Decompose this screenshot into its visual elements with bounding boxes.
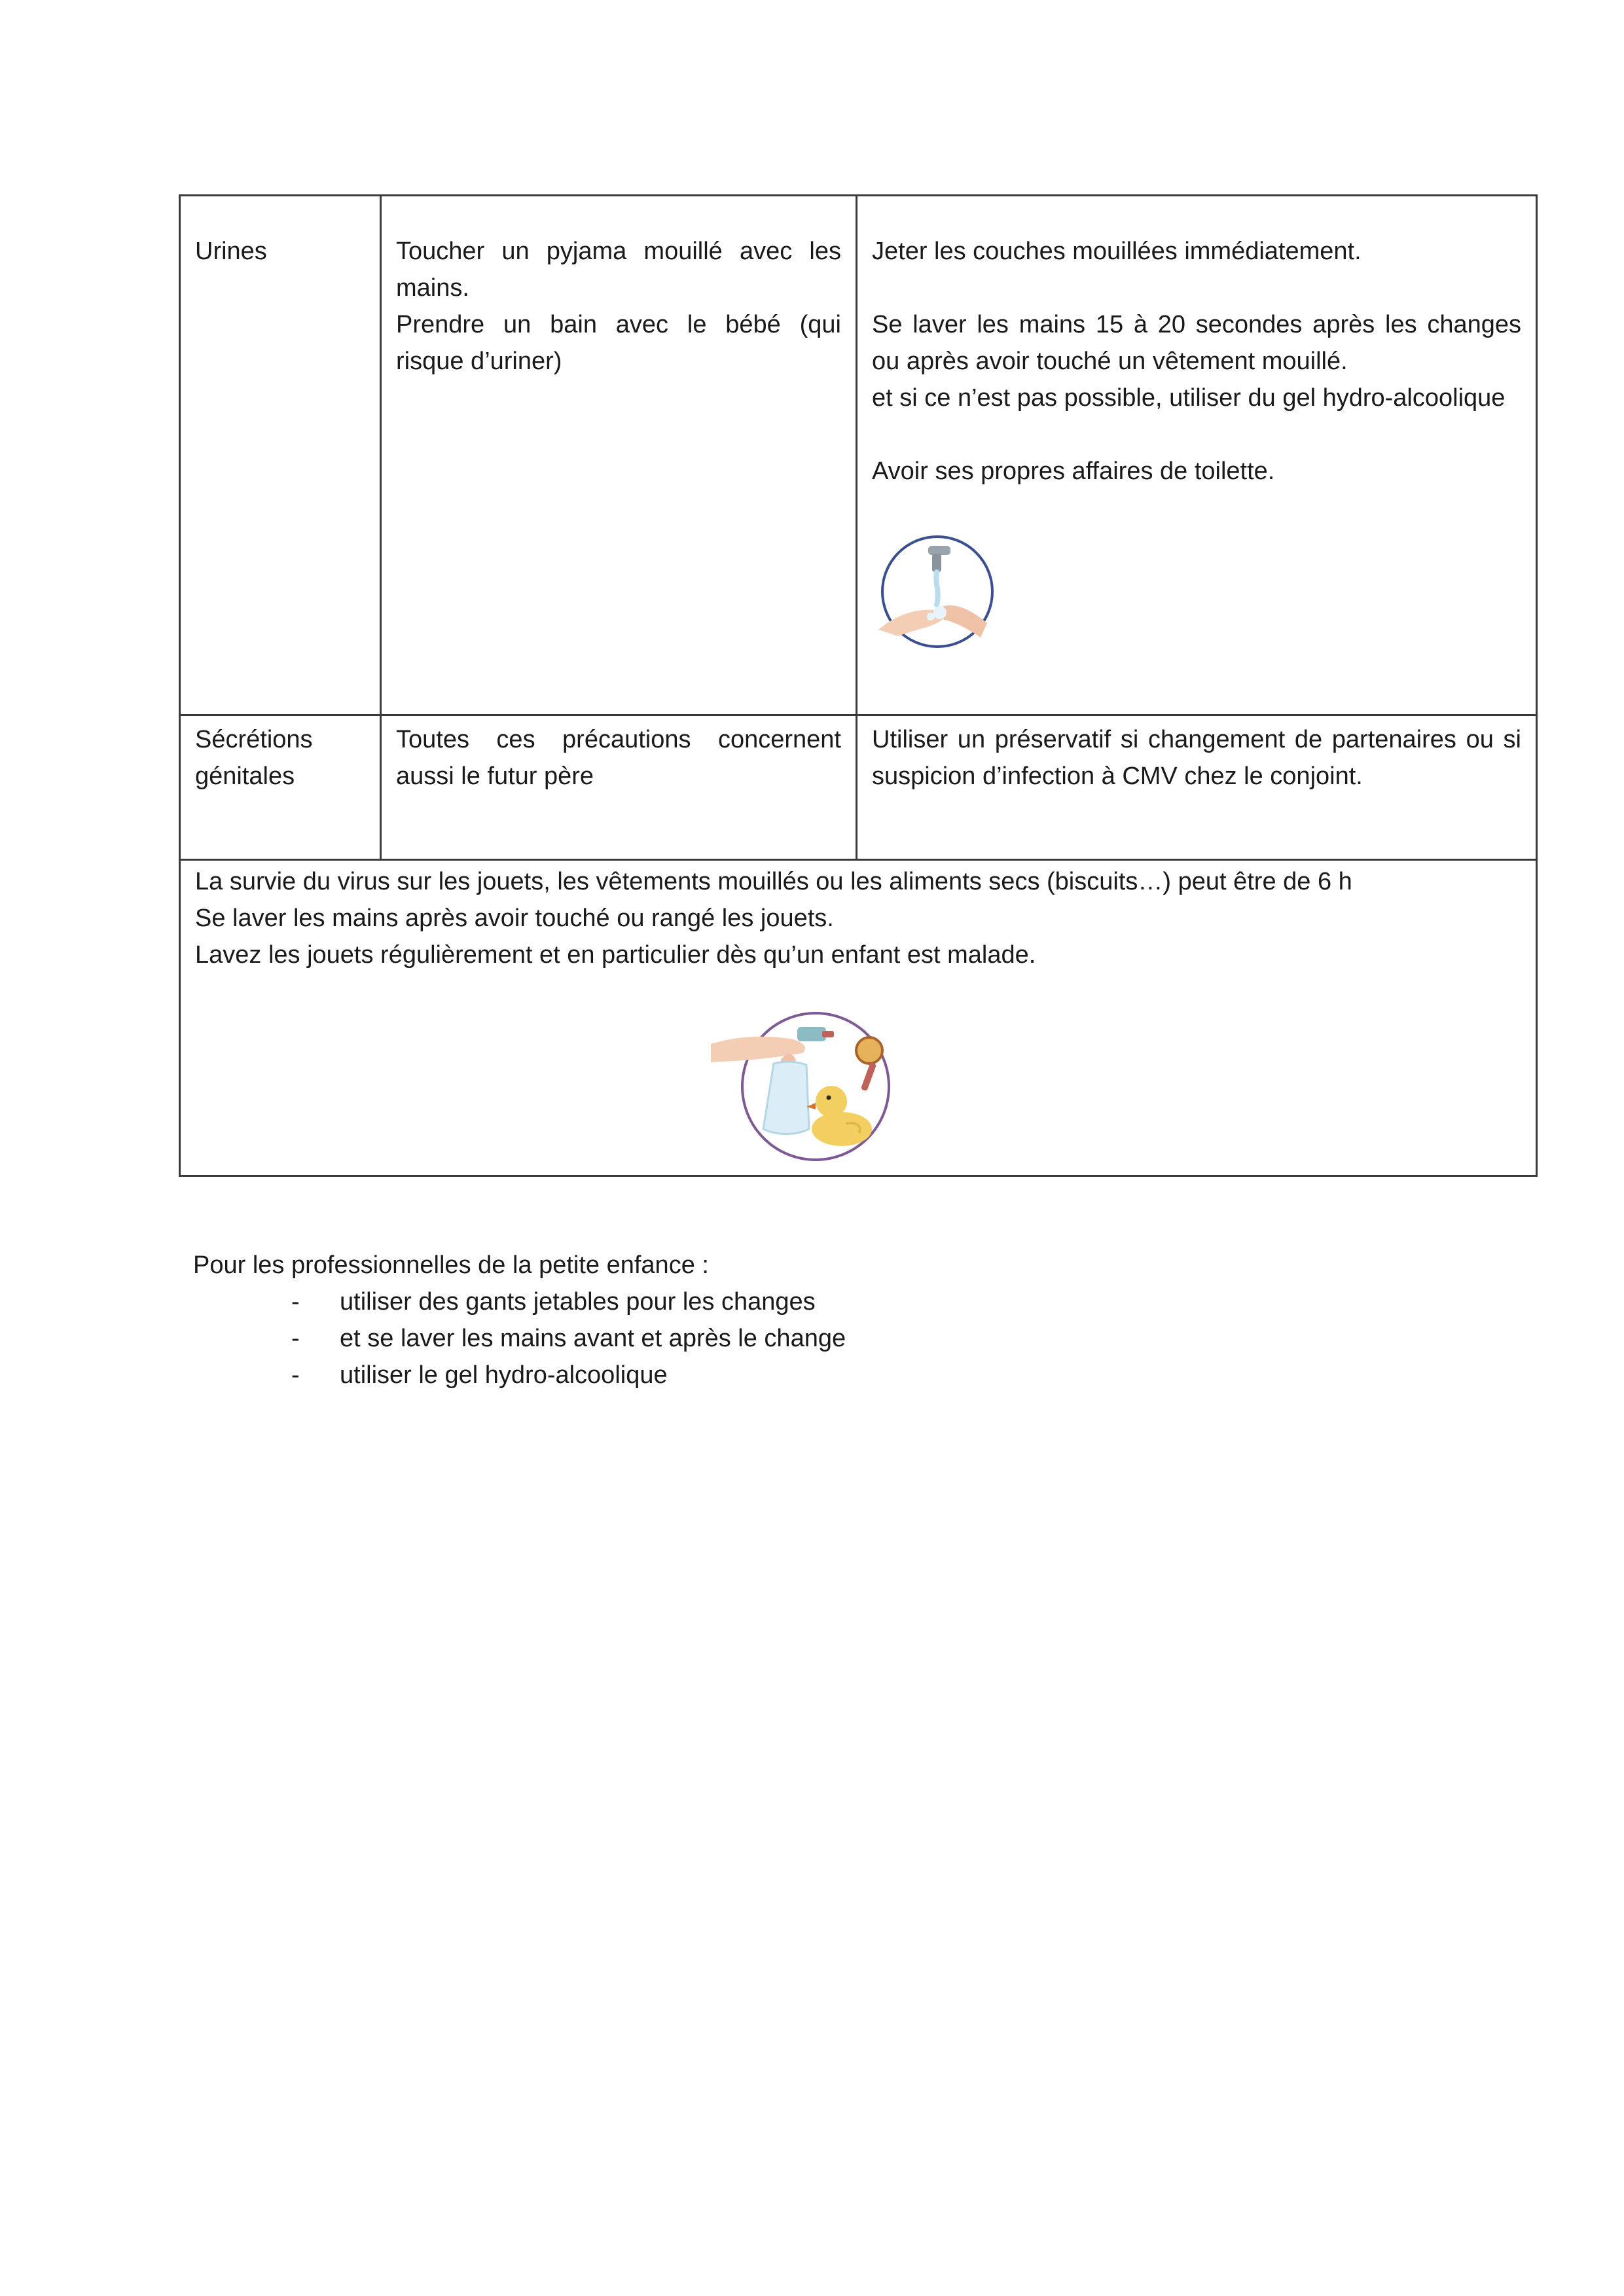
list-item-text: utiliser des gants jetables pour les changes	[340, 1288, 816, 1316]
list-item-text: utiliser le gel hydro-alcoolique	[340, 1361, 668, 1389]
bullet-marker: -	[291, 1361, 300, 1389]
prevention-text: Jeter les couches mouillées immédiatement.	[872, 238, 1362, 265]
footer-line: Se laver les mains après avoir touché ou rangé les jouets.	[195, 905, 834, 932]
exposure-text: Toutes ces précautions concernent aussi le futur père	[396, 726, 841, 790]
category-label: Urines	[195, 238, 267, 265]
bullet-marker: -	[291, 1288, 300, 1316]
list-item-text: et se laver les mains avant et après le change	[340, 1325, 846, 1352]
exposure-cell	[381, 715, 857, 860]
list-item	[193, 1283, 1502, 1320]
table-row	[180, 715, 1537, 860]
professionals-list	[193, 1283, 1502, 1393]
footer-line: La survie du virus sur les jouets, les vêtements mouillés ou les aliments secs (biscuits…) peut être de 6 h	[195, 868, 1352, 895]
prevention-text: Utiliser un préservatif si changement de partenaires ou si suspicion d’infection à CMV chez le conjoint.	[872, 726, 1521, 790]
exposure-text: Prendre un bain avec le bébé (qui risque d’uriner)	[396, 311, 841, 375]
table-row	[180, 860, 1537, 1176]
table-row	[180, 196, 1537, 715]
toy-cleaning-icon	[711, 1005, 907, 1168]
prevention-text: et si ce n’est pas possible, utiliser du gel hydro-alcoolique	[872, 384, 1506, 412]
prevention-cell	[857, 196, 1537, 715]
prevention-cell	[857, 715, 1537, 860]
category-label: Sécrétions génitales	[195, 726, 313, 790]
footer-cell	[180, 860, 1537, 1176]
exposure-text: Toucher un pyjama mouillé avec les mains.	[396, 238, 841, 302]
bullet-marker: -	[291, 1325, 300, 1352]
professionals-section	[193, 1247, 1502, 1393]
precautions-table	[179, 194, 1538, 1177]
list-item	[193, 1357, 1502, 1393]
prevention-text: Se laver les mains 15 à 20 secondes après les changes ou après avoir touché un vêtement mouillé.	[872, 311, 1521, 375]
professionals-intro: Pour les professionnelles de la petite enfance :	[193, 1251, 709, 1279]
category-cell	[180, 196, 381, 715]
handwashing-icon	[872, 531, 996, 649]
category-cell	[180, 715, 381, 860]
list-item	[193, 1320, 1502, 1357]
footer-line: Lavez les jouets régulièrement et en particulier dès qu’un enfant est malade.	[195, 941, 1036, 969]
prevention-text: Avoir ses propres affaires de toilette.	[872, 457, 1275, 485]
toy-illustration-wrap	[195, 1005, 1521, 1175]
exposure-cell	[381, 196, 857, 715]
